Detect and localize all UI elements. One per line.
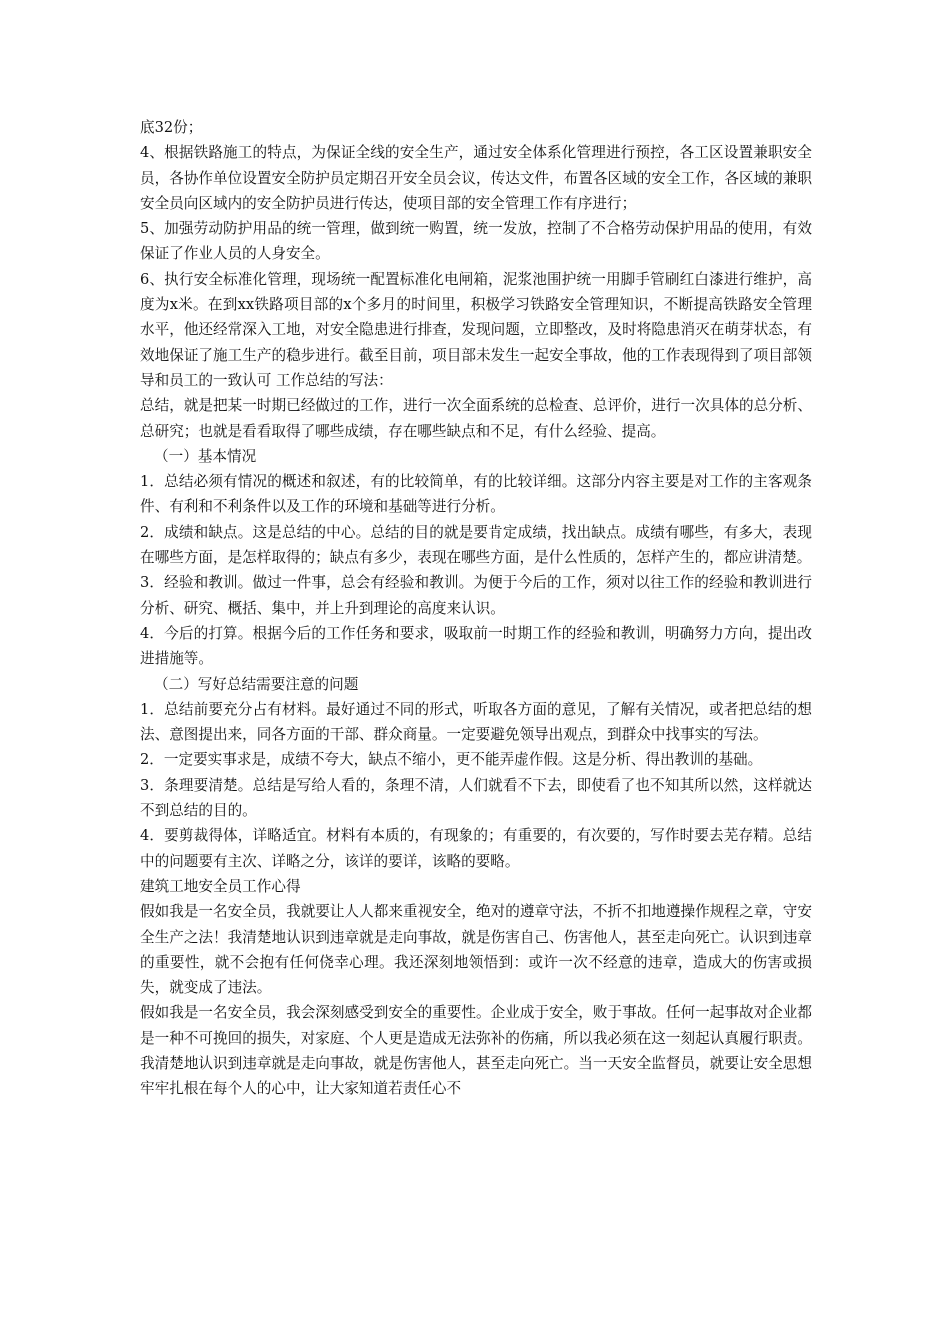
paragraph-notes-4: 4．要剪裁得体，详略适宜。材料有本质的，有现象的；有重要的，有次要的，写作时要去芜存精。总结中的问题要有主次、详略之分，该详的要详，该略的要略。 xyxy=(140,827,812,870)
document-page xyxy=(140,115,812,1102)
paragraph-continuation: 底32份； xyxy=(140,119,203,136)
paragraph-safety-2: 假如我是一名安全员，我会深刻感受到安全的重要性。企业成于安全，败于事故。任何一起事故对企业都是一种不可挽回的损失，对家庭、个人更是造成无法弥补的伤痛，所以我必须在这一刻起认真履行职责。我清楚地认识到违章就是走向事故，就是伤害他人，甚至走向死亡。当一天安全监督员，就要让安全思想牢牢扎根在每个人的心中，让大家知道若责任心不 xyxy=(140,1004,812,1098)
paragraph-basic-3: 3．经验和教训。做过一件事，总会有经验和教训。为便于今后的工作，须对以往工作的经验和教训进行分析、研究、概括、集中，并上升到理论的高度来认识。 xyxy=(140,574,812,617)
paragraph-item-5: 5、加强劳动防护用品的统一管理，做到统一购置，统一发放，控制了不合格劳动保护用品的使用，有效保证了作业人员的人身安全。 xyxy=(140,220,812,263)
paragraph-safety-1: 假如我是一名安全员，我就要让人人都来重视安全，绝对的遵章守法，不折不扣地遵操作规程之章，守安全生产之法！我清楚地认识到违章就是走向事故，就是伤害自己、伤害他人，甚至走向死亡。认识到违章的重要性，就不会抱有任何侥幸心理。我还深刻地领悟到：或许一次不经意的违章，造成大的伤害或损失，就变成了违法。 xyxy=(140,903,812,997)
section-title-safety-officer: 建筑工地安全员工作心得 xyxy=(140,877,301,895)
paragraph-summary-definition: 总结，就是把某一时期已经做过的工作，进行一次全面系统的总检查、总评价，进行一次具体的总分析、总研究；也就是看看取得了哪些成绩，存在哪些缺点和不足，有什么经验、提高。 xyxy=(140,397,812,440)
section-heading-notes: （二）写好总结需要注意的问题 xyxy=(154,675,359,693)
paragraph-notes-3: 3．条理要清楚。总结是写给人看的，条理不清，人们就看不下去，即使看了也不知其所以然，这样就达不到总结的目的。 xyxy=(140,776,812,820)
section-heading-basic-situation: （一）基本情况 xyxy=(154,447,257,465)
paragraph-basic-2: 2．成绩和缺点。这是总结的中心。总结的目的就是要肯定成绩，找出缺点。成绩有哪些，有多大，表现在哪些方面，是怎样取得的；缺点有多少，表现在哪些方面，是什么性质的，怎样产生的，都应讲清楚。 xyxy=(140,523,812,567)
paragraph-notes-2: 2．一定要实事求是，成绩不夸大，缺点不缩小，更不能弄虚作假。这是分析、得出教训的基础。 xyxy=(140,751,763,769)
paragraph-item-4: 4、根据铁路施工的特点，为保证全线的安全生产，通过安全体系化管理进行预控，各工区设置兼职安全员，各协作单位设置安全防护员定期召开安全员会议，传达文件，布置各区域的安全工作，各区域的兼职安全员向区域内的安全防护员进行传达，使项目部的安全管理工作有序进行； xyxy=(140,144,812,212)
paragraph-basic-1: 1．总结必须有情况的概述和叙述，有的比较简单，有的比较详细。这部分内容主要是对工作的主客观条件、有利和不利条件以及工作的环境和基础等进行分析。 xyxy=(140,473,812,516)
paragraph-basic-4: 4．今后的打算。根据今后的工作任务和要求，吸取前一时期工作的经验和教训，明确努力方向，提出改进措施等。 xyxy=(140,624,812,668)
paragraph-item-6: 6、执行安全标准化管理，现场统一配置标准化电闸箱，泥浆池围护统一用脚手管刷红白漆进行维护，高度为x米。在到xx铁路项目部的x个多月的时间里，积极学习铁路安全管理知识，不断提高铁路安全管理水平，他还经常深入工地，对安全隐患进行排查，发现问题，立即整改，及时将隐患消灭在萌芽状态，有效地保证了施工生产的稳步进行。截至目前，项目部未发生一起安全事故，他的工作表现得到了项目部领导和员工的一致认可 工作总结的写法： xyxy=(140,270,812,389)
paragraph-notes-1: 1．总结前要充分占有材料。最好通过不同的形式，听取各方面的意见，了解有关情况，或者把总结的想法、意图提出来，同各方面的干部、群众商量。一定要避免领导出观点，到群众中找事实的写法。 xyxy=(140,700,812,744)
